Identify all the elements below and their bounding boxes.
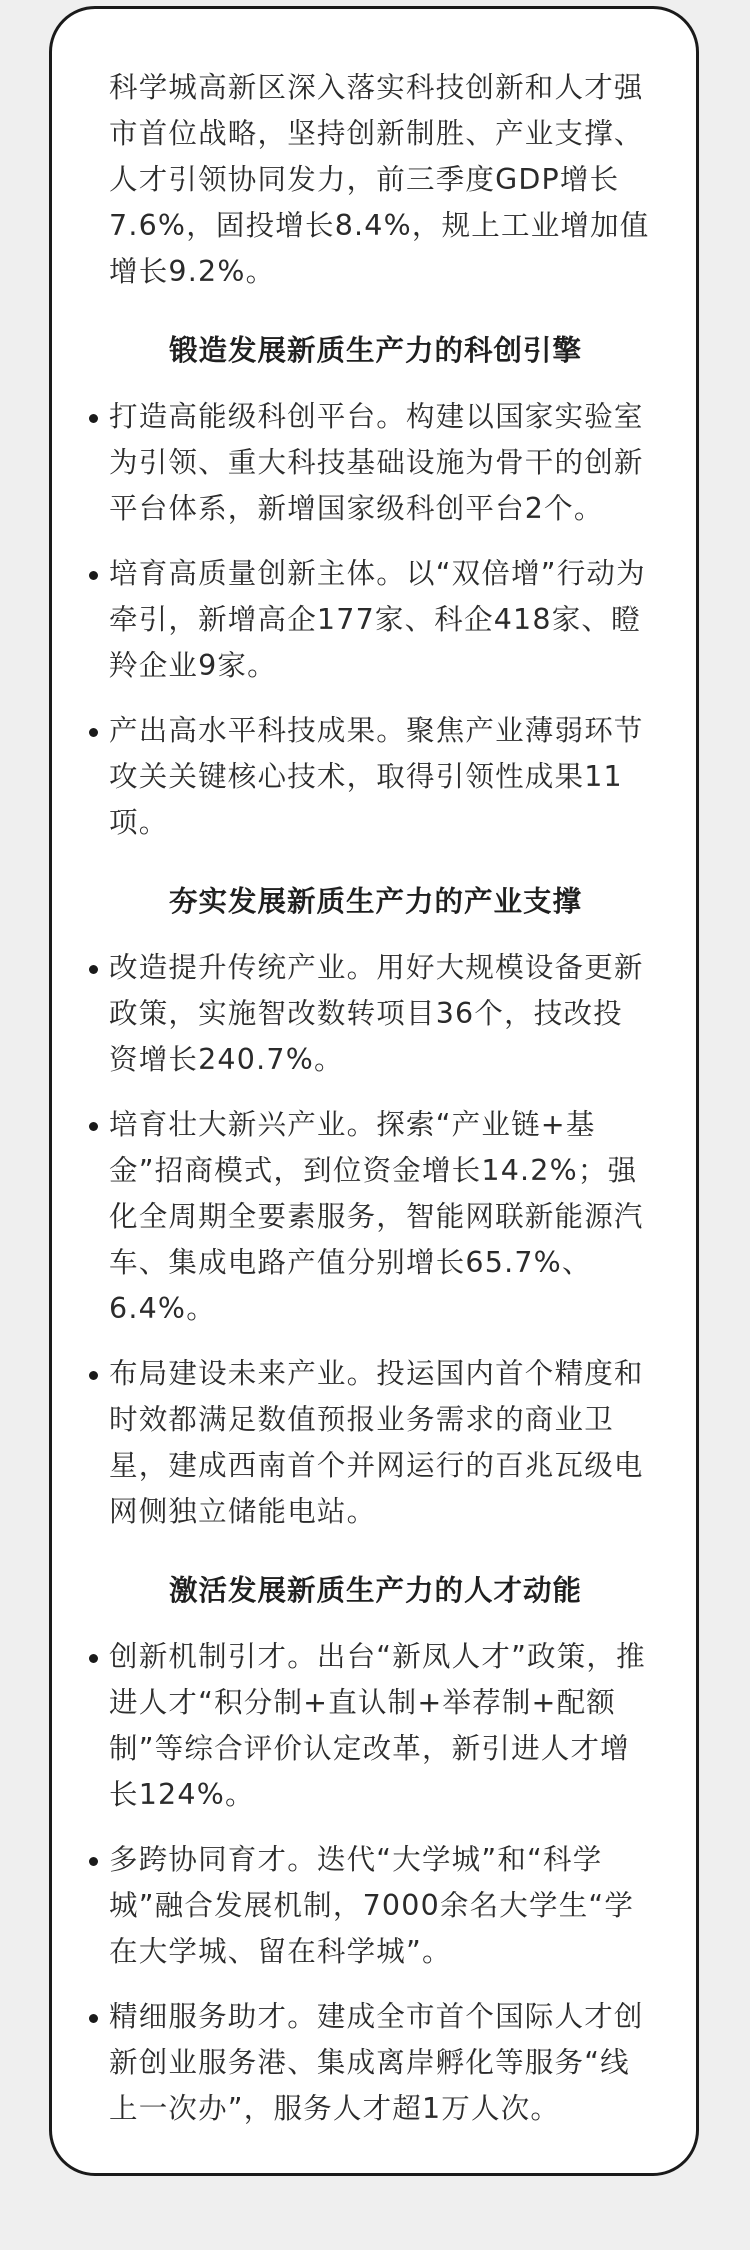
list-item [109, 1634, 652, 1818]
list-item [109, 1351, 652, 1535]
content-card [49, 6, 699, 2176]
section-list-industry [109, 945, 652, 1535]
list-item [109, 394, 652, 532]
section-heading-talent: 激活发展新质生产力的人才动能 [168, 1574, 582, 1607]
bullet-icon [89, 1122, 98, 1131]
section-heading-innovation: 锻造发展新质生产力的科创引擎 [168, 334, 582, 367]
bullet-icon [89, 1857, 98, 1866]
list-item-text: 打造高能级科创平台。构建以国家实验室为引领、重大科技基础设施为骨干的创新平台体系，新增国家级科创平台2个。 [109, 400, 644, 525]
list-item [109, 1994, 652, 2132]
bullet-icon [89, 965, 98, 974]
bullet-icon [89, 2014, 98, 2023]
list-item [109, 708, 652, 846]
list-item-text: 创新机制引才。出台“新凤人才”政策，推进人才“积分制+直认制+举荐制+配额制”等综合评价认定改革，新引进人才增长124%。 [109, 1640, 646, 1811]
bullet-icon [89, 571, 98, 580]
intro-paragraph: 科学城高新区深入落实科技创新和人才强市首位战略，坚持创新制胜、产业支撑、人才引领协同发力，前三季度GDP增长7.6%，固投增长8.4%，规上工业增加值增长9.2%。 [109, 71, 650, 288]
bullet-icon [89, 414, 98, 423]
bullet-icon [89, 728, 98, 737]
list-item-text: 培育高质量创新主体。以“双倍增”行动为牵引，新增高企177家、科企418家、瞪羚企业9家。 [109, 557, 646, 682]
list-item [109, 945, 652, 1083]
list-item-text: 布局建设未来产业。投运国内首个精度和时效都满足数值预报业务需求的商业卫星，建成西南首个并网运行的百兆瓦级电网侧独立储能电站。 [109, 1357, 644, 1528]
section-heading-industry: 夯实发展新质生产力的产业支撑 [168, 885, 582, 918]
list-item [109, 551, 652, 689]
bullet-icon [89, 1654, 98, 1663]
list-item-text: 精细服务助才。建成全市首个国际人才创新创业服务港、集成离岸孵化等服务“线上一次办”，服务人才超1万人次。 [109, 2000, 644, 2125]
bullet-icon [89, 1371, 98, 1380]
list-item-text: 改造提升传统产业。用好大规模设备更新政策，实施智改数转项目36个，技改投资增长240.7%。 [109, 951, 644, 1076]
list-item [109, 1837, 652, 1975]
section-list-talent [109, 1634, 652, 2132]
list-item-text: 多跨协同育才。迭代“大学城”和“科学城”融合发展机制，7000余名大学生“学在大学城、留在科学城”。 [109, 1843, 635, 1968]
list-item [109, 1102, 652, 1332]
section-list-innovation [109, 394, 652, 846]
list-item-text: 产出高水平科技成果。聚焦产业薄弱环节攻关关键核心技术，取得引领性成果11项。 [109, 714, 644, 839]
list-item-text: 培育壮大新兴产业。探索“产业链+基金”招商模式，到位资金增长14.2%；强化全周期全要素服务，智能网联新能源汽车、集成电路产值分别增长65.7%、6.4%。 [109, 1108, 644, 1325]
